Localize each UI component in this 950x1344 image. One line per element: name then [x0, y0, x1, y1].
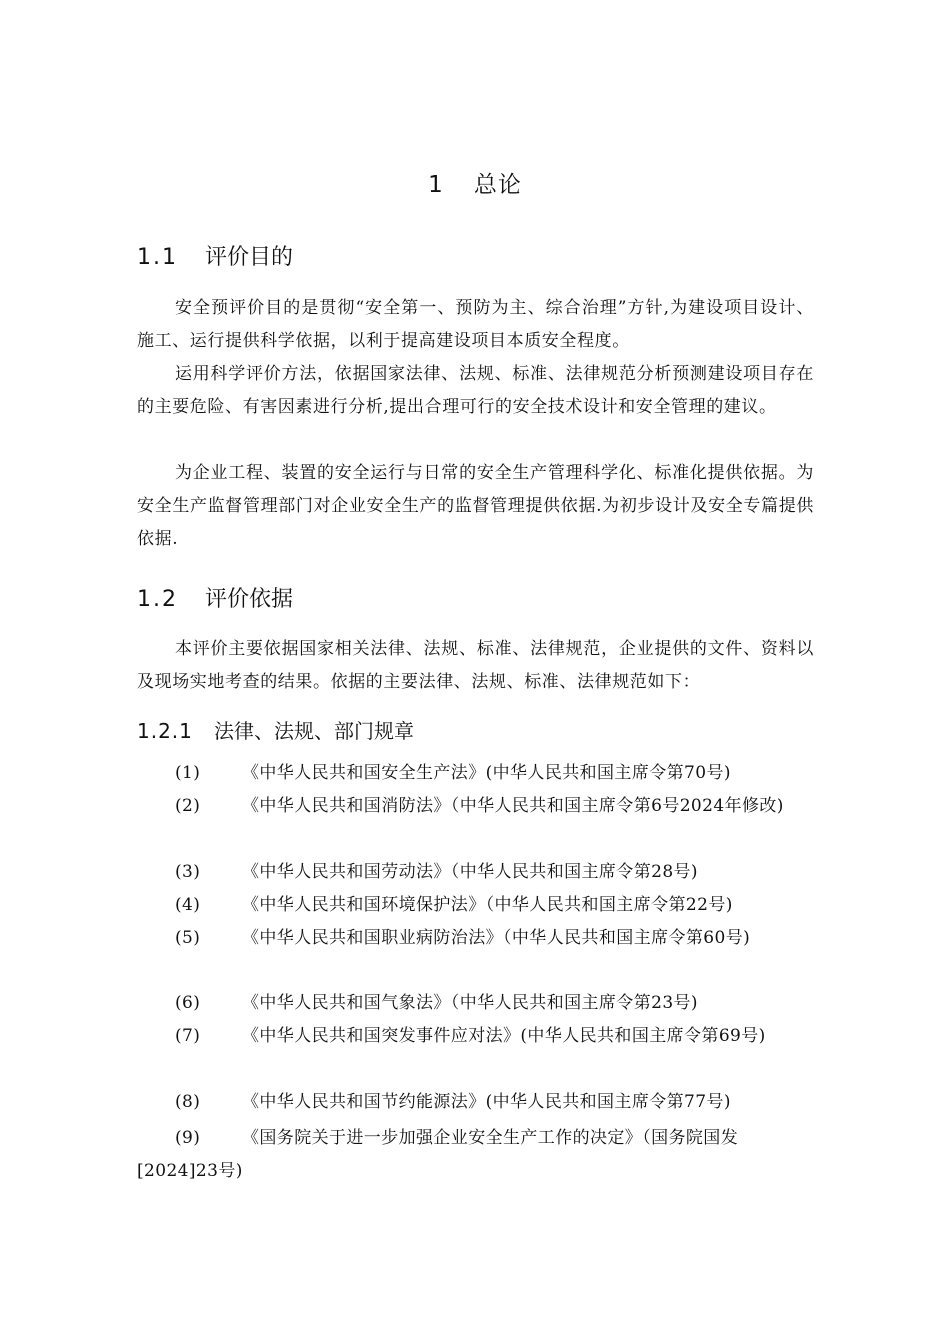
- reference-index: (2): [175, 796, 201, 816]
- reference-text: 《中华人民共和国气象法》（中华人民共和国主席令第23号): [242, 993, 698, 1013]
- subsection-title: 法律、法规、部门规章: [214, 719, 414, 743]
- reference-item: [137, 922, 814, 955]
- reference-index: (4): [175, 895, 201, 915]
- section-heading-1-2: [137, 582, 293, 613]
- section-number: 1.1: [137, 245, 178, 270]
- section-number: 1.2: [137, 587, 178, 612]
- reference-item: [137, 856, 814, 889]
- reference-index: (1): [175, 763, 201, 783]
- subsection-number: 1.2.1: [137, 719, 193, 743]
- reference-item: [137, 1122, 814, 1188]
- reference-item: [137, 790, 814, 823]
- chapter-title-text: 总论: [473, 172, 522, 198]
- reference-text: 《中华人民共和国职业病防治法》（中华人民共和国主席令第60号): [242, 928, 751, 948]
- chapter-number: 1: [428, 172, 444, 198]
- paragraph: 安全预评价目的是贯彻“安全第一、预防为主、综合治理”方针,为建设项目设计、施工、运行提供科学依据，以利于提高建设项目本质安全程度。: [137, 298, 814, 351]
- paragraph: 为企业工程、装置的安全运行与日常的安全生产管理科学化、标准化提供依据。为安全生产监督管理部门对企业安全生产的监督管理提供依据.为初步设计及安全专篇提供依据.: [137, 463, 814, 549]
- reference-text: 《中华人民共和国环境保护法》（中华人民共和国主席令第22号): [242, 895, 733, 915]
- reference-item: [137, 1086, 814, 1119]
- chapter-title: [0, 166, 950, 199]
- reference-index: (3): [175, 862, 201, 882]
- paragraph: 运用科学评价方法，依据国家法律、法规、标准、法律规范分析预测建设项目存在的主要危险、有害因素进行分析,提出合理可行的安全技术设计和安全管理的建议。: [137, 364, 814, 417]
- subsection-heading-1-2-1: [137, 715, 414, 744]
- reference-text: 《中华人民共和国消防法》（中华人民共和国主席令第6号2024年修改): [242, 796, 784, 816]
- reference-item: [137, 889, 814, 922]
- reference-text: 《中华人民共和国节约能源法》(中华人民共和国主席令第77号): [242, 1092, 731, 1112]
- reference-index: (9): [175, 1128, 201, 1148]
- reference-index: (7): [175, 1026, 201, 1046]
- reference-text: 《中华人民共和国劳动法》（中华人民共和国主席令第28号): [242, 862, 698, 882]
- reference-text: 《中华人民共和国突发事件应对法》(中华人民共和国主席令第69号): [242, 1026, 766, 1046]
- reference-item: [137, 757, 814, 790]
- section-title: 评价目的: [205, 245, 294, 270]
- reference-text: 《中华人民共和国安全生产法》(中华人民共和国主席令第70号): [242, 763, 731, 783]
- reference-index: (5): [175, 928, 201, 948]
- reference-item: [137, 987, 814, 1020]
- reference-index: (8): [175, 1092, 201, 1112]
- reference-text: 《国务院关于进一步加强企业安全生产工作的决定》（国务院国发[2024]23号): [137, 1128, 739, 1181]
- section-title: 评价依据: [205, 587, 294, 612]
- reference-item: [137, 1020, 814, 1053]
- paragraph: 本评价主要依据国家相关法律、法规、标准、法律规范，企业提供的文件、资料以及现场实地考查的结果。依据的主要法律、法规、标准、法律规范如下：: [137, 639, 814, 692]
- reference-index: (6): [175, 993, 201, 1013]
- section-heading-1-1: [137, 240, 293, 271]
